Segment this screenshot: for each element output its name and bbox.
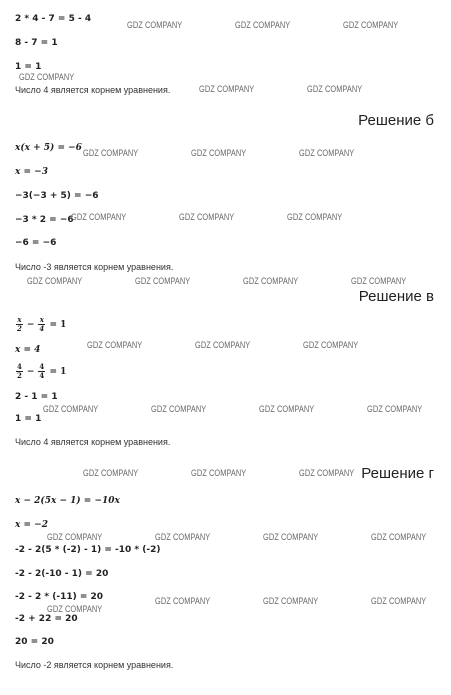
conclusion-text: Число -3 является корнем уравнения.: [15, 262, 174, 272]
conclusion-text: Число 4 является корнем уравнения.: [15, 437, 171, 447]
fraction: $\frac{4}{4}$: [39, 362, 45, 380]
equation-line: x − 2(5x − 1) = −10x: [15, 496, 120, 506]
watermark: GDZ COMPANY: [191, 148, 247, 158]
watermark: GDZ COMPANY: [367, 404, 423, 414]
watermark: GDZ COMPANY: [199, 84, 255, 94]
equation-line: 2 - 1 = 1: [15, 392, 58, 402]
watermark: GDZ COMPANY: [83, 468, 139, 478]
equation-line: -2 - 2 * (-11) = 20: [15, 592, 104, 602]
equation-line: −3 * 2 = −6: [15, 215, 74, 225]
equation-line: 20 = 20: [15, 637, 54, 647]
watermark: GDZ COMPANY: [343, 20, 399, 30]
watermark: GDZ COMPANY: [151, 404, 207, 414]
watermark: GDZ COMPANY: [127, 20, 183, 30]
watermark: GDZ COMPANY: [299, 468, 355, 478]
watermark: GDZ COMPANY: [47, 604, 103, 614]
watermark: GDZ COMPANY: [155, 596, 211, 606]
fraction-equation: $\frac{x}{2}$ − $\frac{x}{4}$ = 1: [17, 315, 67, 333]
watermark: GDZ COMPANY: [307, 84, 363, 94]
watermark: GDZ COMPANY: [71, 212, 127, 222]
watermark: GDZ COMPANY: [303, 340, 359, 350]
equation-line: 1 = 1: [15, 62, 42, 72]
equation-line: 8 - 7 = 1: [15, 38, 58, 48]
equation-line: 1 = 1: [15, 414, 42, 424]
watermark: GDZ COMPANY: [351, 276, 407, 286]
watermark: GDZ COMPANY: [43, 404, 99, 414]
equation-line: x = −3: [15, 167, 48, 177]
equation-line: 2 * 4 - 7 = 5 - 4: [15, 14, 92, 24]
watermark: GDZ COMPANY: [243, 276, 299, 286]
watermark: GDZ COMPANY: [287, 212, 343, 222]
watermark: GDZ COMPANY: [87, 340, 143, 350]
fraction: $\frac{4}{2}$: [17, 362, 22, 380]
watermark: GDZ COMPANY: [27, 276, 83, 286]
watermark: GDZ COMPANY: [235, 20, 291, 30]
fraction: $\frac{x}{2}$: [17, 315, 22, 333]
equation-line: −6 = −6: [15, 238, 57, 248]
watermark: GDZ COMPANY: [19, 72, 75, 82]
watermark: GDZ COMPANY: [263, 532, 319, 542]
watermark: GDZ COMPANY: [371, 532, 427, 542]
watermark: GDZ COMPANY: [299, 148, 355, 158]
equation-line: x = 4: [15, 345, 41, 355]
watermark: GDZ COMPANY: [135, 276, 191, 286]
watermark: GDZ COMPANY: [259, 404, 315, 414]
watermark: GDZ COMPANY: [195, 340, 251, 350]
conclusion-text: Число -2 является корнем уравнения.: [15, 660, 174, 670]
fraction: $\frac{x}{4}$: [39, 315, 45, 333]
fraction-equation: $\frac{4}{2}$ − $\frac{4}{4}$ = 1: [17, 362, 67, 380]
section-heading: Решение в: [358, 288, 434, 305]
watermark: GDZ COMPANY: [179, 212, 235, 222]
conclusion-text: Число 4 является корнем уравнения.: [15, 85, 171, 95]
equation-line: x = −2: [15, 520, 48, 530]
watermark: GDZ COMPANY: [263, 596, 319, 606]
equation-line: -2 - 2(-10 - 1) = 20: [15, 569, 109, 579]
watermark: GDZ COMPANY: [83, 148, 139, 158]
equation-line: -2 - 2(5 * (-2) - 1) = -10 * (-2): [15, 545, 161, 555]
watermark: GDZ COMPANY: [191, 468, 247, 478]
equation-line: −3(−3 + 5) = −6: [15, 191, 99, 201]
equation-line: -2 + 22 = 20: [15, 614, 78, 624]
section-heading: Решение г: [361, 465, 434, 482]
watermark: GDZ COMPANY: [47, 532, 103, 542]
watermark: GDZ COMPANY: [155, 532, 211, 542]
section-heading: Решение б: [358, 112, 434, 129]
watermark: GDZ COMPANY: [371, 596, 427, 606]
equation-line: x(x + 5) = −6: [15, 143, 82, 153]
